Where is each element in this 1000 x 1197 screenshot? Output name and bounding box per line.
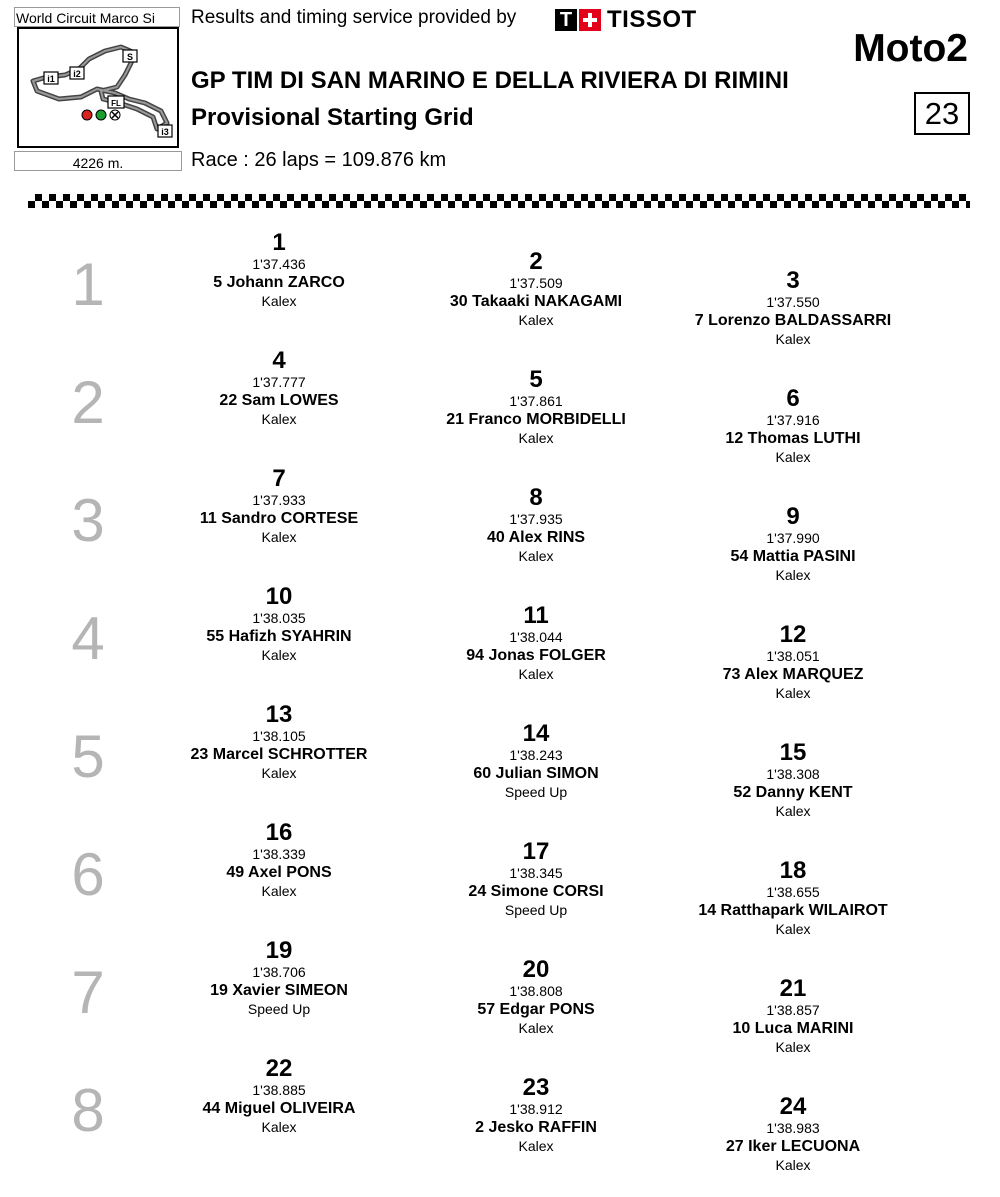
rider-name: 24 Simone CORSI — [468, 883, 604, 900]
team-name: Kalex — [518, 666, 554, 682]
grid-slot — [154, 584, 404, 664]
lap-time: 1'38.857 — [766, 1002, 820, 1018]
circuit-length: 4226 m. — [14, 151, 182, 171]
grid-slot — [154, 230, 404, 310]
team-name: Kalex — [775, 1157, 811, 1173]
checkered-divider — [28, 194, 970, 208]
rider-name: 7 Lorenzo BALDASSARRI — [694, 312, 892, 329]
grid-position: 13 — [265, 701, 293, 728]
grid-slot — [411, 1075, 661, 1155]
team-name: Kalex — [518, 312, 554, 328]
lap-time: 1'37.777 — [252, 374, 306, 390]
rider-name: 11 Sandro CORTESE — [199, 510, 359, 527]
grid-slot — [154, 1056, 404, 1136]
lap-time: 1'37.990 — [766, 530, 820, 546]
team-name: Kalex — [261, 529, 297, 545]
grid-position: 11 — [523, 602, 549, 629]
team-name: Kalex — [261, 647, 297, 663]
team-name: Kalex — [775, 1039, 811, 1055]
map-label-s: S — [126, 52, 134, 62]
grid-row-number: 4 — [71, 605, 105, 672]
team-name: Kalex — [261, 1119, 297, 1135]
team-name: Kalex — [261, 883, 297, 899]
grid-row-number: 3 — [71, 487, 105, 554]
circuit-map — [17, 27, 179, 148]
lap-time: 1'37.509 — [509, 275, 563, 291]
grid-slot — [668, 386, 918, 466]
rider-name: 12 Thomas LUTHI — [725, 430, 861, 447]
team-name: Kalex — [775, 803, 811, 819]
event-title: GP TIM DI SAN MARINO E DELLA RIVIERA DI RIMINI — [191, 67, 789, 94]
lap-time: 1'37.916 — [766, 412, 820, 428]
swiss-cross-icon — [579, 9, 601, 31]
grid-row-number: 1 — [71, 251, 105, 318]
team-name: Speed Up — [247, 1001, 311, 1017]
rider-name: 57 Edgar PONS — [477, 1001, 595, 1018]
rider-name: 5 Johann ZARCO — [213, 274, 345, 291]
team-name: Kalex — [518, 1138, 554, 1154]
grid-position: 4 — [272, 347, 286, 374]
lap-time: 1'38.885 — [252, 1082, 306, 1098]
grid-row-number: 6 — [71, 841, 105, 908]
grid-slot — [154, 702, 404, 782]
team-name: Kalex — [518, 1020, 554, 1036]
rider-name: 73 Alex MARQUEZ — [722, 666, 864, 683]
team-name: Speed Up — [504, 784, 568, 800]
grid-slot — [154, 820, 404, 900]
rider-name: 54 Mattia PASINI — [730, 548, 856, 565]
grid-position: 1 — [272, 229, 286, 256]
document-title: Provisional Starting Grid — [191, 104, 474, 131]
map-label-i3: i3 — [161, 127, 169, 137]
grid-row-number: 7 — [71, 959, 105, 1026]
timing-provider-text: Results and timing service provided by — [191, 7, 517, 28]
grid-position: 5 — [529, 366, 543, 393]
tissot-logo — [555, 8, 697, 32]
grid-row-number: 8 — [71, 1077, 105, 1144]
red-light-icon — [82, 110, 92, 120]
rider-name: 44 Miguel OLIVEIRA — [202, 1100, 356, 1117]
lap-time: 1'38.655 — [766, 884, 820, 900]
grid-slot — [668, 858, 918, 938]
team-name: Kalex — [775, 685, 811, 701]
rider-name: 49 Axel PONS — [226, 864, 332, 881]
grid-position: 9 — [786, 503, 800, 530]
lap-time: 1'38.035 — [252, 610, 306, 626]
grid-slot — [411, 721, 661, 801]
rider-name: 21 Franco MORBIDELLI — [446, 411, 626, 428]
rider-name: 14 Ratthapark WILAIROT — [698, 902, 888, 919]
grid-position: 6 — [786, 385, 800, 412]
grid-row-number: 5 — [71, 723, 105, 790]
grid-position: 15 — [779, 739, 807, 766]
circuit-name: World Circuit Marco Si — [14, 7, 180, 27]
team-name: Kalex — [261, 765, 297, 781]
grid-position: 16 — [265, 819, 293, 846]
grid-position: 24 — [779, 1093, 807, 1120]
rider-name: 19 Xavier SIMEON — [210, 982, 348, 999]
grid-slot — [411, 603, 661, 683]
team-name: Kalex — [518, 430, 554, 446]
lap-time: 1'38.345 — [509, 865, 563, 881]
team-name: Kalex — [775, 331, 811, 347]
race-info: Race : 26 laps = 109.876 km — [191, 149, 447, 171]
grid-position: 12 — [779, 621, 807, 648]
map-label-i2: i2 — [73, 69, 81, 79]
grid-slot — [668, 268, 918, 348]
grid-position: 19 — [265, 937, 293, 964]
map-label-fl: FL — [111, 99, 121, 108]
tissot-wordmark: TISSOT — [607, 6, 697, 33]
rider-name: 23 Marcel SCHROTTER — [190, 746, 368, 763]
rider-name: 30 Takaaki NAKAGAMI — [449, 293, 623, 310]
category-label: Moto2 — [853, 27, 968, 70]
team-name: Kalex — [775, 921, 811, 937]
grid-slot — [154, 348, 404, 428]
grid-slot — [668, 976, 918, 1056]
tissot-t-glyph: T — [555, 9, 577, 31]
rider-name: 94 Jonas FOLGER — [466, 647, 606, 664]
rider-name: 27 Iker LECUONA — [725, 1138, 861, 1155]
grid-position: 17 — [522, 838, 550, 865]
lap-time: 1'38.051 — [766, 648, 820, 664]
grid-position: 23 — [522, 1074, 550, 1101]
grid-slot — [411, 367, 661, 447]
grid-position: 14 — [522, 720, 550, 747]
grid-slot — [668, 1094, 918, 1174]
grid-row-number: 2 — [71, 369, 105, 436]
rider-name: 52 Danny KENT — [733, 784, 853, 801]
lap-time: 1'38.808 — [509, 983, 563, 999]
team-name: Speed Up — [504, 902, 568, 918]
rider-name: 40 Alex RINS — [486, 529, 586, 546]
lap-time: 1'38.706 — [252, 964, 306, 980]
grid-position: 2 — [529, 248, 543, 275]
grid-slot — [668, 622, 918, 702]
grid-position: 7 — [272, 465, 286, 492]
grid-position: 18 — [779, 857, 807, 884]
grid-slot — [411, 839, 661, 919]
grid-slot — [154, 466, 404, 546]
grid-position: 8 — [529, 484, 543, 511]
grid-slot — [411, 249, 661, 329]
team-name: Kalex — [518, 548, 554, 564]
grid-position: 20 — [522, 956, 550, 983]
map-label-i1: i1 — [47, 74, 55, 84]
team-name: Kalex — [261, 411, 297, 427]
track-map-icon — [19, 29, 177, 146]
rider-name: 60 Julian SIMON — [473, 765, 599, 782]
grid-slot — [668, 740, 918, 820]
lap-time: 1'38.243 — [509, 747, 563, 763]
grid-position: 22 — [265, 1055, 293, 1082]
lap-time: 1'38.983 — [766, 1120, 820, 1136]
lap-time: 1'38.308 — [766, 766, 820, 782]
lap-time: 1'37.861 — [509, 393, 563, 409]
grid-slot — [668, 504, 918, 584]
grid-position: 3 — [786, 267, 800, 294]
lap-time: 1'38.912 — [509, 1101, 563, 1117]
green-light-icon — [96, 110, 106, 120]
grid-slot — [411, 957, 661, 1037]
grid-position: 21 — [779, 975, 807, 1002]
team-name: Kalex — [775, 567, 811, 583]
lap-time: 1'38.105 — [252, 728, 306, 744]
lap-time: 1'37.436 — [252, 256, 306, 272]
rider-name: 22 Sam LOWES — [219, 392, 339, 409]
lap-time: 1'38.339 — [252, 846, 306, 862]
lap-time: 1'37.550 — [766, 294, 820, 310]
team-name: Kalex — [775, 449, 811, 465]
rider-name: 2 Jesko RAFFIN — [475, 1119, 597, 1136]
grid-position: 10 — [265, 583, 293, 610]
lap-time: 1'38.044 — [509, 629, 563, 645]
rider-name: 55 Hafizh SYAHRIN — [206, 628, 352, 645]
lap-time: 1'37.935 — [509, 511, 563, 527]
rider-name: 10 Luca MARINI — [732, 1020, 854, 1037]
grid-slot — [154, 938, 404, 1018]
team-name: Kalex — [261, 293, 297, 309]
page-number: 23 — [914, 92, 970, 135]
grid-slot — [411, 485, 661, 565]
lap-time: 1'37.933 — [252, 492, 306, 508]
